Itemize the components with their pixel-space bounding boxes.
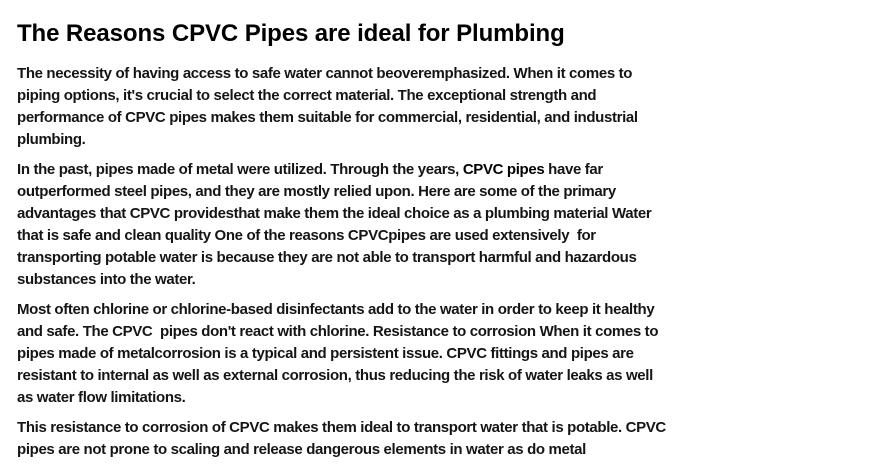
text-line: transporting potable water is because they are not able to transport harmful and hazardous	[17, 249, 637, 266]
text-run: In the past, pipes made of metal were utilized. Through the years,	[17, 161, 459, 178]
text-line: and safe. The CPVC pipes don't react with chlorine. Resistance to corrosion When it comes to	[17, 323, 659, 340]
text-line: plumbing.	[17, 131, 86, 148]
text-line: pipes are not prone to scaling and release dangerous elements in water as do metal	[17, 441, 586, 458]
text-line: The necessity of having access to safe water cannot beoveremphasized. When it comes to	[17, 65, 633, 82]
text-run: have far	[544, 161, 603, 178]
paragraph-3	[17, 299, 658, 409]
text-line: This resistance to corrosion of CPVC makes them ideal to transport water that is potable. CPVC	[17, 419, 666, 436]
text-line: pipes made of metalcorrosion is a typical and persistent issue. CPVC fittings and pipes are	[17, 345, 634, 362]
text-line: as water flow limitations.	[17, 389, 186, 406]
article-title: The Reasons CPVC Pipes are ideal for Plumbing	[17, 20, 565, 47]
text-line: that is safe and clean quality One of the reasons CPVCpipes are used extensively for	[17, 227, 596, 244]
paragraph-4	[17, 417, 666, 461]
paragraph-1	[17, 63, 638, 151]
text-line: resistant to internal as well as external corrosion, thus reducing the risk of water leaks as well	[17, 367, 653, 384]
text-line: substances into the water.	[17, 271, 196, 288]
text-line	[17, 159, 651, 181]
text-line: performance of CPVC pipes makes them suitable for commercial, residential, and industrial	[17, 109, 638, 126]
text-line: Most often chlorine or chlorine-based disinfectants add to the water in order to keep it healthy	[17, 301, 655, 318]
text-line: piping options, it's crucial to select the correct material. The exceptional strength and	[17, 87, 597, 104]
text-line: advantages that CPVC providesthat make them the ideal choice as a plumbing material Water	[17, 205, 652, 222]
paragraph-2	[17, 159, 651, 291]
emphasis-cpvc-pipes: CPVC pipes	[462, 161, 545, 178]
text-line: outperformed steel pipes, and they are mostly relied upon. Here are some of the primary	[17, 183, 616, 200]
